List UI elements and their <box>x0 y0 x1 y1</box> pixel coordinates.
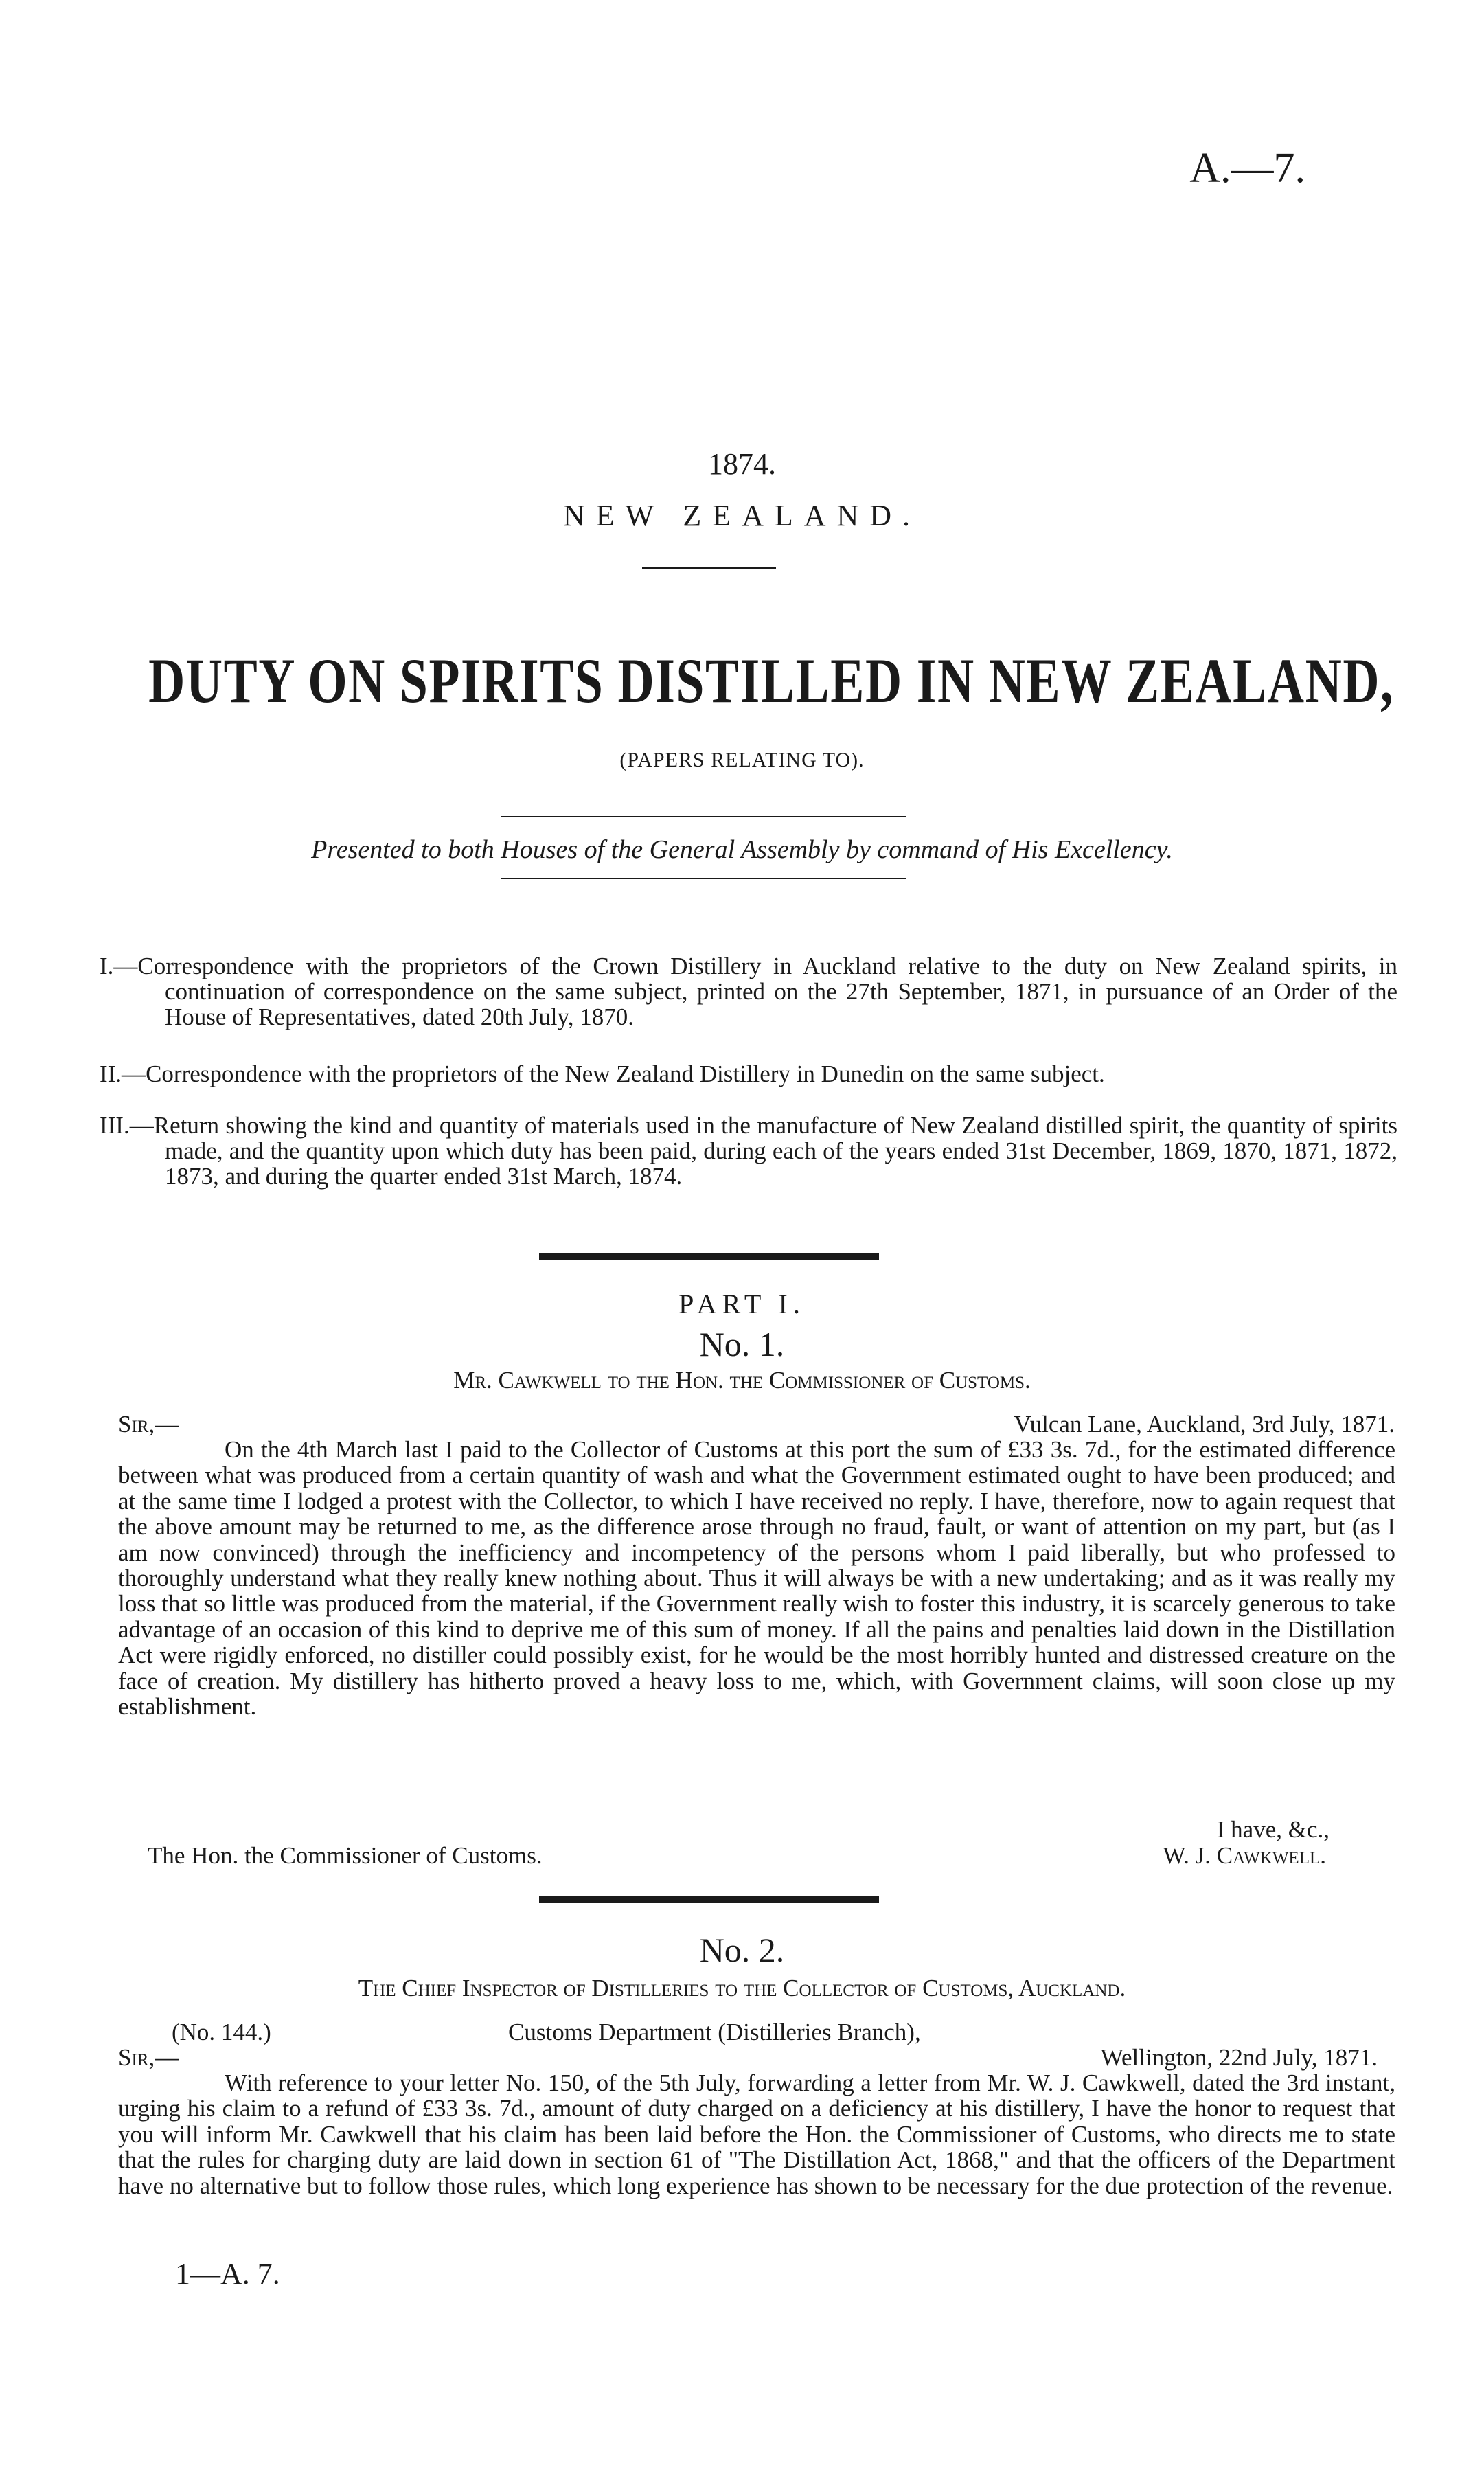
letter-closing: I have, &c., <box>1216 1816 1329 1843</box>
letter-heading: Mr. Cawkwell to the Hon. the Commissioner of Customs. <box>453 1367 1031 1394</box>
divider <box>642 567 776 569</box>
letter-body: On the 4th March last I paid to the Collector of Customs at this port the sum of £33 3s. 7d., for the estimated difference between what was produced from a certain quantity of wash and what the Government estimated ought to have been produced; and at the same time I lodged a protest with the Collector, to which I have received no reply. I have, therefore, now to again request that the above amount may be returned to me, as the difference arose through no fraud, fault, or want of attention on my part, but (as I am now convinced) through the inefficiency and incompetency of the persons whom I paid liberally, but who professed to thoroughly understand what they really knew nothing about. Thus it will always be with a new undertaking; and as it was really my loss that so little was produced from the material, if the Government really wish to foster this industry, it is scarcely generous to take advantage of an occasion of this kind to deprive me of this sum of money. If all the pains and penalties laid down in the Distillation Act were rigidly enforced, no distiller could possibly exist, for he would be the most horribly hunted and distressed creature on the face of creation. My distillery has hitherto proved a heavy loss to me, which, with Government claims, will soon close up my establishment. <box>118 1436 1395 1721</box>
salutation: Sir,— <box>118 2044 179 2071</box>
contents-item <box>100 1061 1397 1087</box>
letter-number: No. 2. <box>699 1931 785 1969</box>
document-title: DUTY ON SPIRITS DISTILLED IN NEW ZEALAND, <box>148 646 1395 716</box>
part-heading: PART I. <box>678 1289 806 1319</box>
contents-item <box>100 953 1397 1030</box>
item-number: II.— <box>100 1060 146 1087</box>
divider <box>539 1896 879 1903</box>
item-text: Correspondence with the proprietors of the Crown Distillery in Auckland relative to the duty on New Zealand spirits, in continuation of correspondence on the same subject, printed on the 27th September, 1871, in pursuance of an Order of the House of Representatives, dated 20th July, 1870. <box>137 953 1397 1030</box>
letter-number: No. 1. <box>699 1325 785 1363</box>
presented-note: Presented to both Houses of the General Assembly by command of His Excellency. <box>311 835 1173 864</box>
country-heading: NEW ZEALAND. <box>562 499 922 532</box>
letter-address: Vulcan Lane, Auckland, 3rd July, 1871. <box>1014 1411 1395 1438</box>
divider <box>539 1253 879 1260</box>
letter-addressee: The Hon. the Commissioner of Customs. <box>148 1842 543 1869</box>
divider <box>501 816 906 817</box>
page-reference: A.—7. <box>1189 145 1305 192</box>
salutation: Sir,— <box>118 1411 179 1438</box>
divider <box>501 878 906 879</box>
document-subtitle: (PAPERS RELATING TO). <box>619 749 865 771</box>
letter-department: Customs Department (Distilleries Branch), <box>508 2019 921 2045</box>
year: 1874. <box>708 447 776 481</box>
item-number: I.— <box>100 953 138 979</box>
item-number: III.— <box>100 1112 154 1139</box>
item-text: Return showing the kind and quantity of materials used in the manufacture of New Zealand distilled spirit, the quantity of spirits made, and the quantity upon which duty has been paid, during each of the years ended 31st December, 1869, 1870, 1871, 1872, 1873, and during the quarter ended 31st March, 1874. <box>153 1112 1397 1190</box>
item-text: Correspondence with the proprietors of the New Zealand Distillery in Dunedin on the same subject. <box>146 1060 1105 1087</box>
letter-signature: W. J. Cawkwell. <box>1163 1842 1326 1869</box>
contents-item <box>100 1113 1397 1189</box>
letter-heading: The Chief Inspector of Distilleries to the Collector of Customs, Auckland. <box>358 1975 1126 2001</box>
letter-body: With reference to your letter No. 150, of the 5th July, forwarding a letter from Mr. W. J. Cawkwell, dated the 3rd instant, urging his claim to a refund of £33 3s. 7d., amount of duty charged on a deficiency at his distillery, I have the honor to request that you will inform Mr. Cawkwell that his claim has been laid before the Hon. the Commissioner of Customs, who directs me to state that the rules for charging duty are laid down in section 61 of "The Distillation Act, 1868," and that the officers of the Department have no alternative but to follow those rules, which long experience has shown to be necessary for the due protection of the revenue. <box>118 2069 1395 2199</box>
signature-mark: 1—A. 7. <box>175 2257 280 2291</box>
letter-address: Wellington, 22nd July, 1871. <box>1100 2044 1378 2071</box>
letter-reference-number: (No. 144.) <box>172 2019 271 2045</box>
